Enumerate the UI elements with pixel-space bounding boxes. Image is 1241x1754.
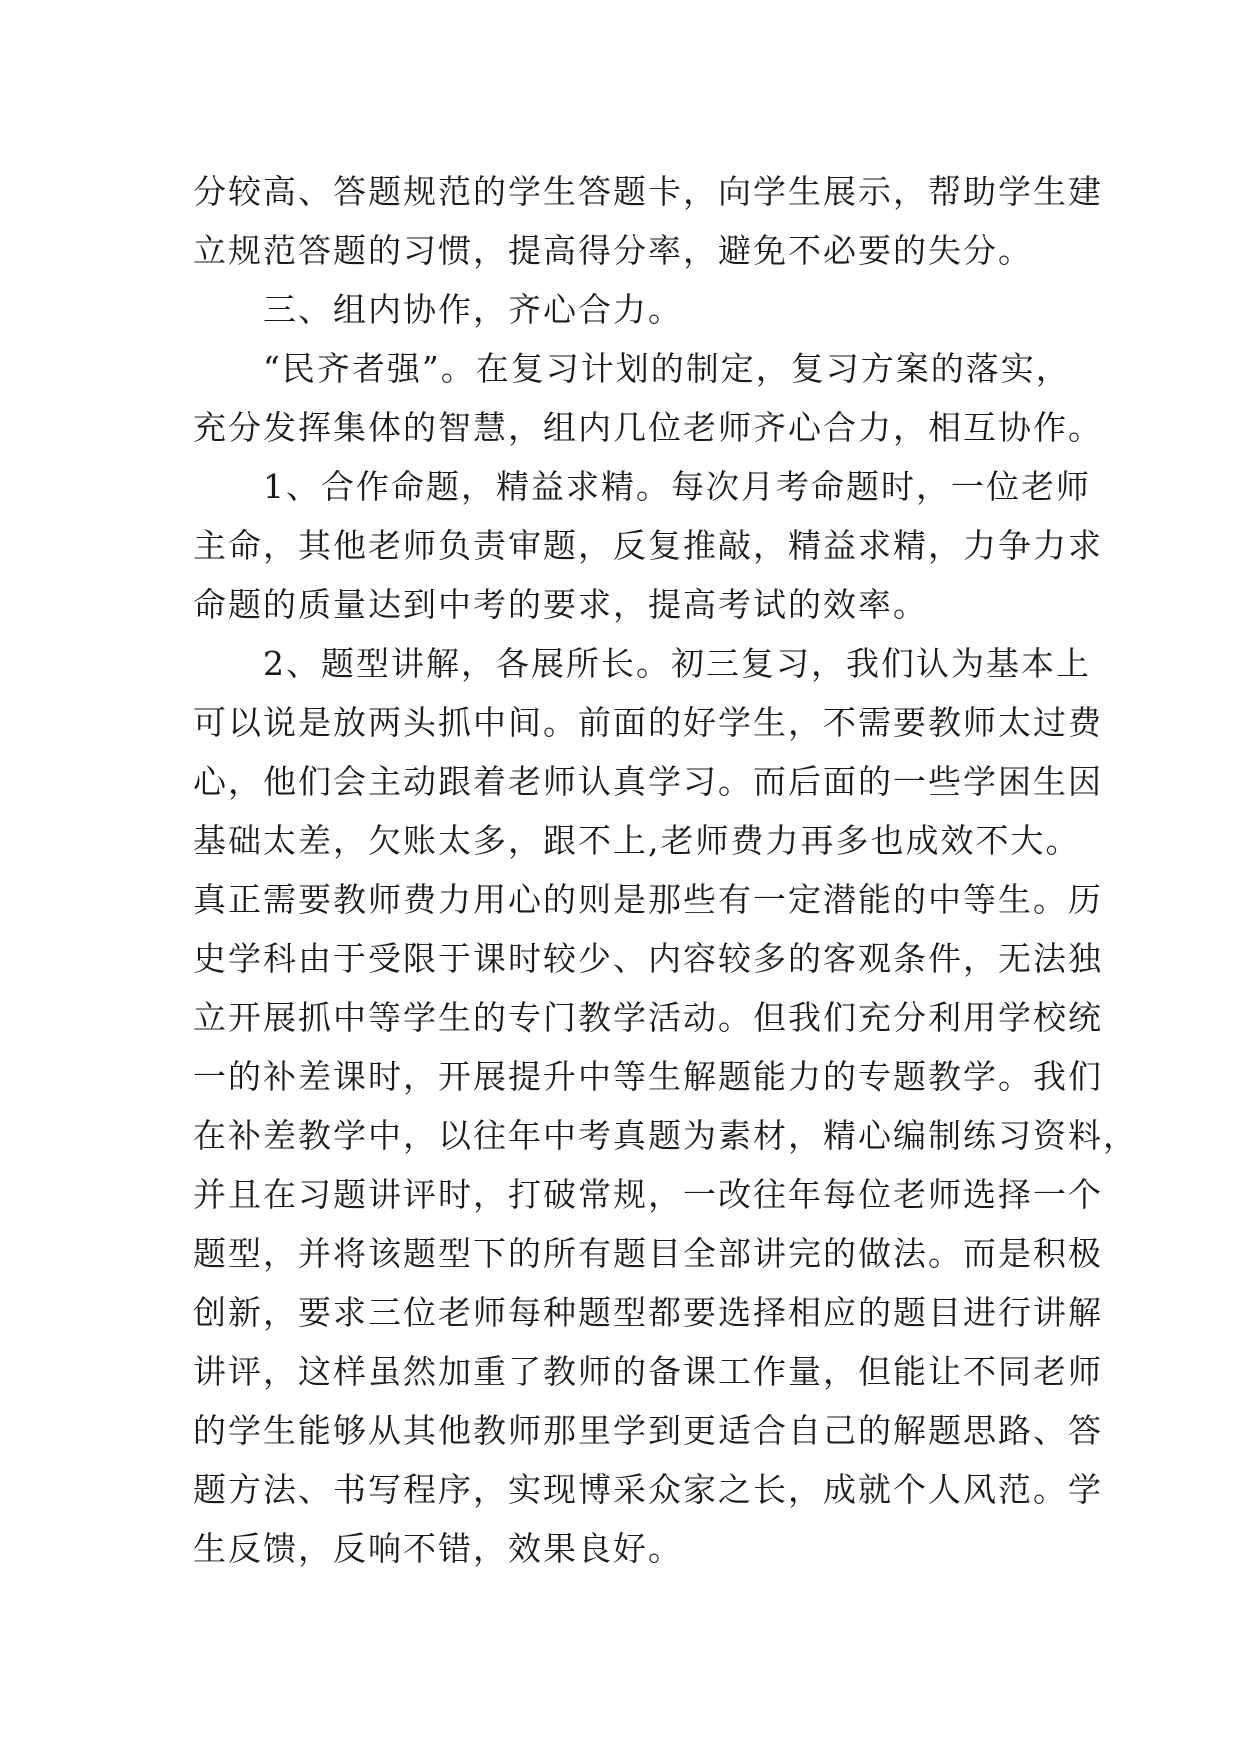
text-line: 史学科由于受限于课时较少、内容较多的客观条件，无法独 — [193, 939, 1103, 978]
text-line: 立开展抓中等学生的专门教学活动。但我们充分利用学校统 — [193, 998, 1103, 1037]
text-line: 题型，并将该题型下的所有题目全部讲完的做法。而是积极 — [193, 1234, 1103, 1273]
text-line: 真正需要教师费力用心的则是那些有一定潜能的中等生。历 — [193, 880, 1103, 919]
text-line: “民齐者强”。在复习计划的制定，复习方案的落实， — [193, 349, 1071, 388]
text-line: 充分发挥集体的智慧，组内几位老师齐心合力，相互协作。 — [193, 408, 1103, 447]
text-line: 基础太差，欠账太多，跟不上,老师费力再多也成效不大。 — [193, 821, 1081, 860]
text-line: 创新，要求三位老师每种题型都要选择相应的题目进行讲解 — [193, 1293, 1103, 1332]
text-line: 的学生能够从其他教师那里学到更适合自己的解题思路、答 — [193, 1411, 1103, 1450]
text-line: 可以说是放两头抓中间。前面的好学生，不需要教师太过费 — [193, 703, 1103, 742]
text-line: 题方法、书写程序，实现博采众家之长，成就个人风范。学 — [193, 1470, 1103, 1509]
text-line: 命题的质量达到中考的要求，提高考试的效率。 — [193, 585, 928, 624]
text-line: 主命，其他老师负责审题，反复推敲，精益求精，力争力求 — [193, 526, 1103, 565]
text-line: 分较高、答题规范的学生答题卡，向学生展示，帮助学生建 — [193, 172, 1103, 211]
text-line: 1、合作命题，精益求精。每次月考命题时，一位老师 — [193, 467, 1091, 506]
text-line: 生反馈，反响不错，效果良好。 — [193, 1529, 683, 1568]
body-text — [193, 162, 1138, 1578]
text-line: 一的补差课时，开展提升中等生解题能力的专题教学。我们 — [193, 1057, 1103, 1096]
text-line: 在补差教学中，以往年中考真题为素材，精心编制练习资料， — [193, 1116, 1138, 1155]
text-line: 立规范答题的习惯，提高得分率，避免不必要的失分。 — [193, 231, 1033, 270]
text-line: 并且在习题讲评时，打破常规，一改往年每位老师选择一个 — [193, 1175, 1103, 1214]
section-heading: 三、组内协作，齐心合力。 — [193, 290, 683, 329]
text-line: 心，他们会主动跟着老师认真学习。而后面的一些学困生因 — [193, 762, 1103, 801]
text-line: 讲评，这样虽然加重了教师的备课工作量，但能让不同老师 — [193, 1352, 1103, 1391]
text-line: 2、题型讲解，各展所长。初三复习，我们认为基本上 — [193, 644, 1091, 683]
